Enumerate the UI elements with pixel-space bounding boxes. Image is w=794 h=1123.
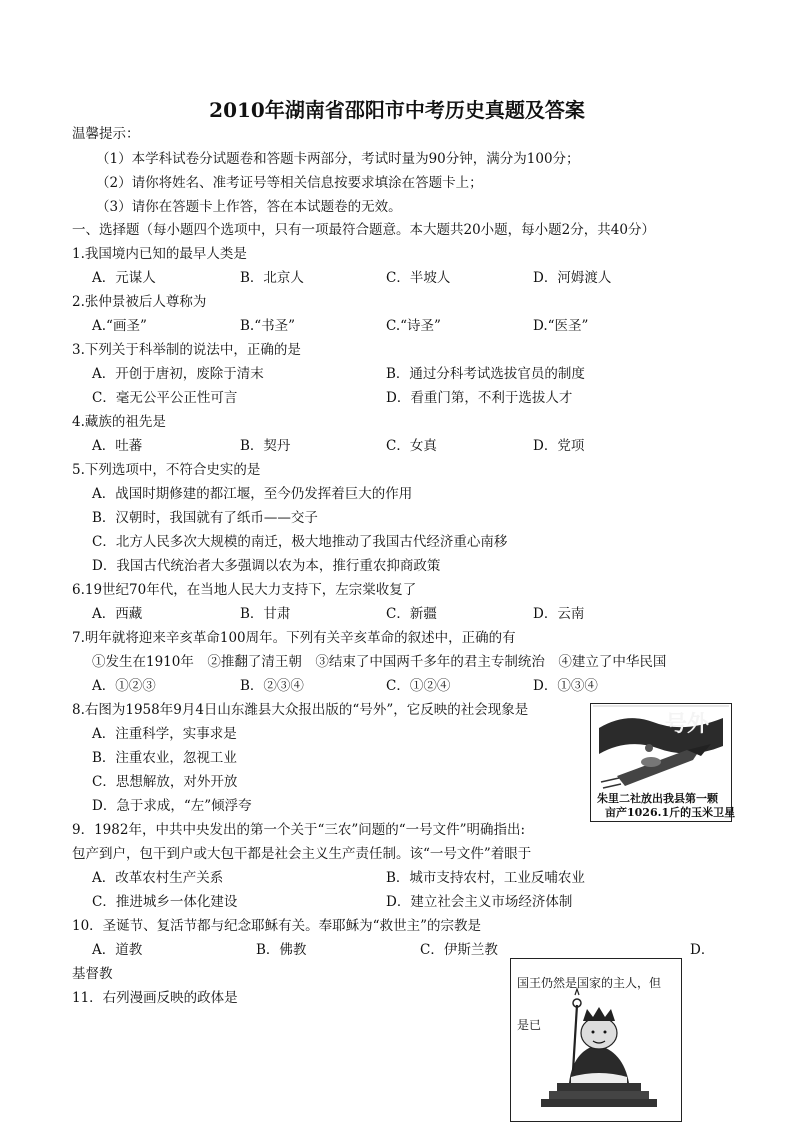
tip-item-2: （2）请你将姓名、准考证号等相关信息按要求填涂在答题卡上； (96, 175, 483, 191)
section-heading: 一、选择题（每小题四个选项中，只有一项最符合题意。本大题共20小题，每小题2分，共40分） (72, 222, 655, 238)
q2-option-d: D.“医圣” (533, 318, 589, 334)
q7-option-b: B．②③④ (240, 678, 304, 694)
q9-option-d: D．建立社会主义市场经济体制 (386, 894, 573, 910)
q6-option-b: B．甘肃 (240, 606, 291, 622)
q7-option-a: A．①②③ (92, 678, 156, 694)
q6-option-d: D．云南 (533, 606, 585, 622)
extra-caption-line-2: 亩产1026.1斤的玉米卫星 (605, 806, 736, 819)
question-9-stem-2: 包产到户，包干到户或大包干都是社会主义生产责任制。该“一号文件”着眼于 (72, 846, 532, 862)
question-3-stem: 3.下列关于科举制的说法中，正确的是 (72, 342, 301, 358)
q3-option-b: B．通过分科考试选拔官员的制度 (386, 366, 585, 382)
question-4-stem: 4.藏族的祖先是 (72, 414, 166, 430)
q1-option-a: A．元谋人 (92, 270, 156, 286)
question-10-stem: 10．圣诞节、复活节都与纪念耶稣有关。奉耶稣为“救世主”的宗教是 (72, 918, 481, 934)
king-on-throne-illustration (511, 959, 681, 1121)
question-1-stem: 1.我国境内已知的最早人类是 (72, 246, 247, 262)
question-2-stem: 2.张仲景被后人尊称为 (72, 294, 207, 310)
q8-option-d: D．急于求成，“左”倾浮夸 (92, 798, 252, 814)
q10-option-b: B．佛教 (256, 942, 307, 958)
q8-option-a: A．注重科学，实事求是 (92, 726, 237, 742)
cartoon-text-line-1: 国王仍然是国家的主人，但 (517, 976, 662, 990)
question-11-stem: 11．右列漫画反映的政体是 (72, 990, 238, 1006)
tip-item-3: （3）请你在答题卡上作答，答在本试题卷的无效。 (96, 199, 402, 215)
king-cartoon-figure (510, 958, 682, 1122)
q8-option-b: B．注重农业，忽视工业 (92, 750, 237, 766)
tips-heading: 温馨提示： (72, 126, 140, 142)
q9-option-b: B．城市支持农村，工业反哺农业 (386, 870, 585, 886)
q3-option-c: C．毫无公平公正性可言 (92, 390, 238, 406)
q8-option-c: C．思想解放，对外开放 (92, 774, 238, 790)
q6-option-c: C．新疆 (386, 606, 437, 622)
question-9-stem: 9．1982年，中共中央发出的第一个关于“三农”问题的“一号文件”明确指出: (72, 822, 526, 838)
q1-option-d: D．河姆渡人 (533, 270, 612, 286)
q1-option-c: C．半坡人 (386, 270, 451, 286)
extra-headline: 号外 (665, 711, 710, 737)
q9-option-c: C．推进城乡一体化建设 (92, 894, 238, 910)
question-5-stem: 5.下列选项中，不符合史实的是 (72, 462, 261, 478)
q6-option-a: A．西藏 (92, 606, 143, 622)
cartoon-text-line-2: 是已 (517, 1018, 542, 1032)
q3-option-a: A．开创于唐初，废除于清末 (92, 366, 264, 382)
q4-option-d: D．党项 (533, 438, 585, 454)
q10-option-a: A．道教 (92, 942, 143, 958)
q1-option-b: B．北京人 (240, 270, 304, 286)
q2-option-b: B.“书圣” (240, 318, 296, 334)
q3-option-d: D．看重门第，不利于选拔人才 (386, 390, 573, 406)
q7-option-d: D．①③④ (533, 678, 598, 694)
page-title: 2010年湖南省邵阳市中考历史真题及答案 (209, 98, 585, 122)
q5-option-d: D．我国古代统治者大多强调以农为本，推行重农抑商政策 (92, 558, 441, 574)
q4-option-b: B．契丹 (240, 438, 291, 454)
question-8-stem: 8.右图为1958年9月4日山东潍县大众报出版的“号外”，它反映的社会现象是 (72, 702, 529, 718)
question-6-stem: 6.19世纪70年代，在当地人民大力支持下，左宗棠收复了 (72, 582, 417, 598)
q9-option-a: A．改革农村生产关系 (92, 870, 224, 886)
rocket-satellite-illustration (591, 704, 731, 794)
q2-option-a: A.“画圣” (92, 318, 147, 334)
question-7-items: ①发生在1910年 ②推翻了清王朝 ③结束了中国两千多年的君主专制统治 ④建立了中华民国 (92, 654, 667, 670)
q5-option-a: A．战国时期修建的都江堰，至今仍发挥着巨大的作用 (92, 486, 413, 502)
q2-option-c: C.“诗圣” (386, 318, 441, 334)
extra-caption-line-1: 朱里二社放出我县第一颗 (597, 792, 718, 805)
q10-option-d-text: 基督教 (72, 966, 113, 982)
q5-option-c: C．北方人民多次大规模的南迁，极大地推动了我国古代经济重心南移 (92, 534, 508, 550)
q4-option-a: A．吐蕃 (92, 438, 143, 454)
q4-option-c: C．女真 (386, 438, 437, 454)
q10-option-d: D． (690, 942, 715, 958)
q10-option-c: C．伊斯兰教 (420, 942, 498, 958)
q5-option-b: B．汉朝时，我国就有了纸币——交子 (92, 510, 318, 526)
q7-option-c: C．①②④ (386, 678, 451, 694)
question-7-stem: 7.明年就将迎来辛亥革命100周年。下列有关辛亥革命的叙述中，正确的有 (72, 630, 516, 646)
newspaper-extra-figure (590, 703, 736, 822)
tip-item-1: （1）本学科试卷分试题卷和答题卡两部分，考试时量为90分钟，满分为100分； (96, 151, 580, 167)
